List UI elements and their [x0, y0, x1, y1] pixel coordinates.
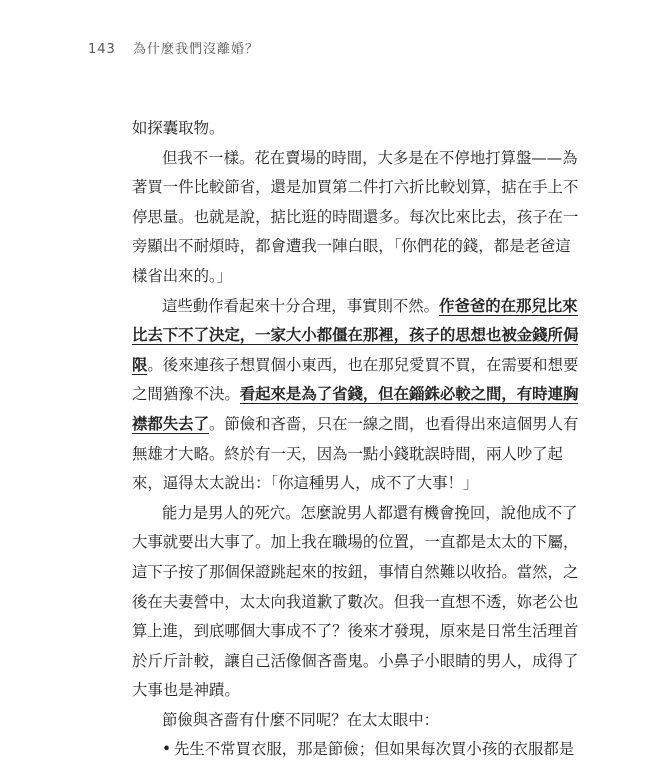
text-segment: 於斤斤計較，讓自己活像個吝嗇鬼。小鼻子小眼睛的男人，成得了 [132, 651, 579, 670]
text-segment: 先生不常買衣服，那是節儉；但如果每次買小孩的衣服都是 [174, 740, 575, 759]
text-line [132, 469, 532, 499]
emphasized-text: 比去下不了決定，一家大小都僵在那裡，孩子的思想也被金錢所侷 [132, 326, 579, 345]
text-segment: 無雄才大略。終於有一天，因為一點小錢耽誤時間，兩人吵了起 [132, 444, 563, 463]
text-segment: 大事也是神蹟。 [132, 681, 240, 700]
emphasized-text: 看起來是為了省錢，但在錙銖必較之間，有時連胸 [239, 385, 579, 404]
emphasized-text: 襟都失去了 [132, 414, 209, 433]
text-segment: 後在夫妻營中，太太向我道歉了數次。但我一直想不透，妳老公也 [132, 592, 579, 611]
emphasized-text: 作爸爸的在那兒比來 [439, 296, 578, 315]
text-segment: 來，逼得太太說出：「你這種男人，成不了大事！」 [132, 474, 479, 493]
page-number: 143 [88, 42, 116, 57]
text-segment: 節儉與吝嗇有什麼不同呢？在太太眼中： [162, 710, 440, 729]
text-segment: 。節儉和吝嗇，只在一線之間，也看得出來這個男人有 [208, 414, 579, 433]
text-line [132, 351, 579, 381]
text-line [132, 292, 578, 322]
text-line [132, 676, 532, 706]
text-line [132, 144, 578, 174]
emphasized-text: 限 [132, 355, 148, 374]
text-line [132, 410, 579, 440]
text-line [132, 588, 579, 618]
body-text [132, 114, 579, 765]
text-line [132, 647, 579, 677]
text-segment: 著買一件比較節省，還是加買第二件打六折比較划算，掂在手上不 [132, 178, 579, 197]
bullet-marker: • [162, 740, 172, 759]
text-line [132, 203, 579, 233]
text-segment: 大事就要出大事了。加上我在職場的位置，一直都是太太的下屬， [132, 533, 579, 552]
text-line [132, 617, 579, 647]
text-line [132, 262, 532, 292]
text-line [132, 528, 579, 558]
text-line [132, 706, 532, 736]
text-segment: 如探囊取物。 [132, 119, 225, 137]
text-line [132, 114, 532, 144]
running-header [88, 38, 259, 57]
text-line [132, 735, 575, 765]
text-line [132, 558, 579, 588]
text-line [132, 232, 571, 262]
text-segment: 這些動作看起來十分合理，事實則不然。 [162, 296, 440, 315]
text-segment: 停思量。也就是說，掂比逛的時間還多。每次比來比去，孩子在一 [132, 207, 579, 226]
text-line [132, 499, 578, 529]
text-segment: 這下子按了那個保證跳起來的按鈕，事情自然難以收拾。當然，之 [132, 562, 579, 581]
text-line [132, 173, 579, 203]
text-line [132, 380, 579, 410]
running-title: 為什麼我們沒離婚？ [132, 42, 259, 57]
text-segment: 樣省出來的。」 [132, 266, 233, 285]
text-segment: 旁顯出不耐煩時，都會遭我一陣白眼，「你們花的錢，都是老爸這 [132, 237, 571, 256]
text-line [132, 440, 563, 470]
text-segment: 算上進，到底哪個大事成不了？後來才發現，原來是日常生活理首 [132, 622, 579, 641]
text-line [132, 321, 579, 351]
text-segment: 但我不一樣。花在賣場的時間，大多是在不停地打算盤——為 [162, 148, 578, 167]
text-segment: 之間猶豫不決。 [132, 385, 240, 404]
text-segment: 能力是男人的死穴。怎麼說男人都還有機會挽回，說他成不了 [162, 503, 578, 522]
text-segment: 。後來連孩子想買個小東西，也在那兒愛買不買，在需要和想要 [147, 355, 579, 374]
